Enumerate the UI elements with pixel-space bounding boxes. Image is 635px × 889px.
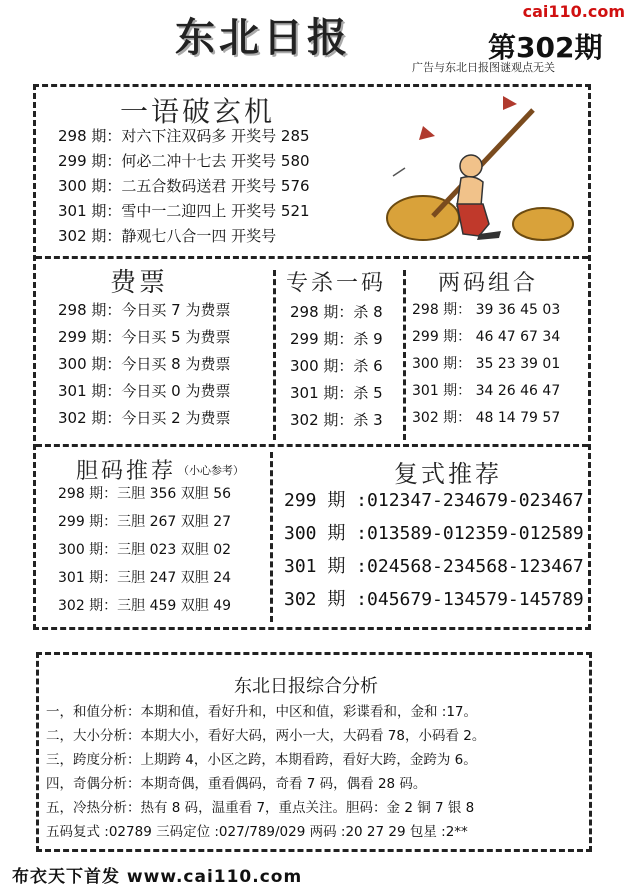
free-row: 302 期：今日买 2 为费票 xyxy=(58,409,231,427)
yiyu-row: 299 期：何必二冲十七去 开奖号 580 xyxy=(58,152,310,170)
dan-row: 302 期：三胆 459 双胆 49 xyxy=(58,598,232,614)
monk-illustration xyxy=(383,96,583,251)
yiyu-title: 一语破玄机 xyxy=(120,95,276,128)
free-row: 298 期：今日买 7 为费票 xyxy=(58,301,231,319)
free-row: 299 期：今日买 5 为费票 xyxy=(58,328,231,346)
dan-row: 301 期：三胆 247 双胆 24 xyxy=(58,570,232,586)
pairs-row: 298 期： 39 36 45 03 xyxy=(412,302,561,318)
yiyu-row: 301 期：雪中一二迎四上 开奖号 521 xyxy=(58,202,310,220)
fushi-row: 302 期 :045679-134579-145789 xyxy=(284,589,584,610)
analysis-row: 三，跨度分析：上期跨 4，小区之跨，本期看跨，看好大跨，金跨为 6。 xyxy=(46,752,477,768)
kill-title: 专杀一码 xyxy=(286,271,387,296)
free-title: 费票 xyxy=(110,268,169,298)
kill-row: 300 期：杀 6 xyxy=(290,357,383,375)
yiyu-list xyxy=(58,124,310,249)
dan-row: 300 期：三胆 023 双胆 02 xyxy=(58,542,232,558)
pairs-row: 302 期： 48 14 79 57 xyxy=(412,410,561,426)
pairs-title: 两码组合 xyxy=(438,271,539,296)
disclaimer-text: 广告与东北日报图谜观点无关 xyxy=(412,61,555,74)
footer-text: 布衣天下首发 www.cai110.com xyxy=(12,867,303,887)
yiyu-row: 298 期：对六下注双码多 开奖号 285 xyxy=(58,127,310,145)
kill-list xyxy=(290,299,383,434)
divider-vertical xyxy=(403,270,406,440)
free-row: 301 期：今日买 0 为费票 xyxy=(58,382,231,400)
fushi-title: 复式推荐 xyxy=(394,460,502,488)
analysis-row: 一，和值分析：本期和值，看好升和，中区和值，彩谍看和，金和 :17。 xyxy=(46,704,478,720)
fushi-row: 301 期 :024568-234568-123467 xyxy=(284,556,584,577)
fushi-list xyxy=(284,484,584,616)
divider-vertical xyxy=(270,452,273,622)
analysis-title: 东北日报综合分析 xyxy=(234,676,378,697)
dan-list xyxy=(58,480,231,620)
yiyu-row: 300 期：二五合数码送君 开奖号 576 xyxy=(58,177,310,195)
divider-vertical xyxy=(273,270,276,440)
analysis-list xyxy=(46,700,485,844)
pairs-row: 301 期： 34 26 46 47 xyxy=(412,383,561,399)
fushi-row: 299 期 :012347-234679-023467 xyxy=(284,490,584,511)
kill-row: 302 期：杀 3 xyxy=(290,411,383,429)
pairs-row: 300 期： 35 23 39 01 xyxy=(412,356,561,372)
kill-row: 298 期：杀 8 xyxy=(290,303,383,321)
kill-row: 301 期：杀 5 xyxy=(290,384,383,402)
analysis-row: 二，大小分析：本期大小，看好大码，两小一大，大码看 78，小码看 2。 xyxy=(46,728,486,744)
analysis-row: 五码复式 :02789 三码定位 :027/789/029 两码 :20 27 29 包星 :2** xyxy=(46,824,468,840)
pairs-list xyxy=(412,297,560,432)
yiyu-row: 302 期：静观七八合一四 开奖号 xyxy=(58,227,277,245)
analysis-row: 四，奇偶分析：本期奇偶，重看偶码，奇看 7 码，偶看 28 码。 xyxy=(46,776,427,792)
dan-row: 298 期：三胆 356 双胆 56 xyxy=(58,486,232,502)
site-logo-text: cai110.com xyxy=(522,2,625,21)
analysis-row: 五，冷热分析：热有 8 码，温重看 7，重点关注。胆码：金 2 铜 7 银 8 xyxy=(46,800,475,816)
issue-number: 第302期 xyxy=(488,31,603,64)
pairs-row: 299 期： 46 47 67 34 xyxy=(412,329,561,345)
masthead-title: 东北日报 xyxy=(175,15,351,61)
dan-title: 胆码推荐 xyxy=(76,459,177,484)
divider-line xyxy=(36,256,588,259)
dan-note: （小心参考） xyxy=(178,464,244,477)
kill-row: 299 期：杀 9 xyxy=(290,330,383,348)
fushi-row: 300 期 :013589-012359-012589 xyxy=(284,523,584,544)
free-row: 300 期：今日买 8 为费票 xyxy=(58,355,231,373)
divider-line xyxy=(36,444,588,447)
dan-row: 299 期：三胆 267 双胆 27 xyxy=(58,514,232,530)
free-list xyxy=(58,297,230,432)
